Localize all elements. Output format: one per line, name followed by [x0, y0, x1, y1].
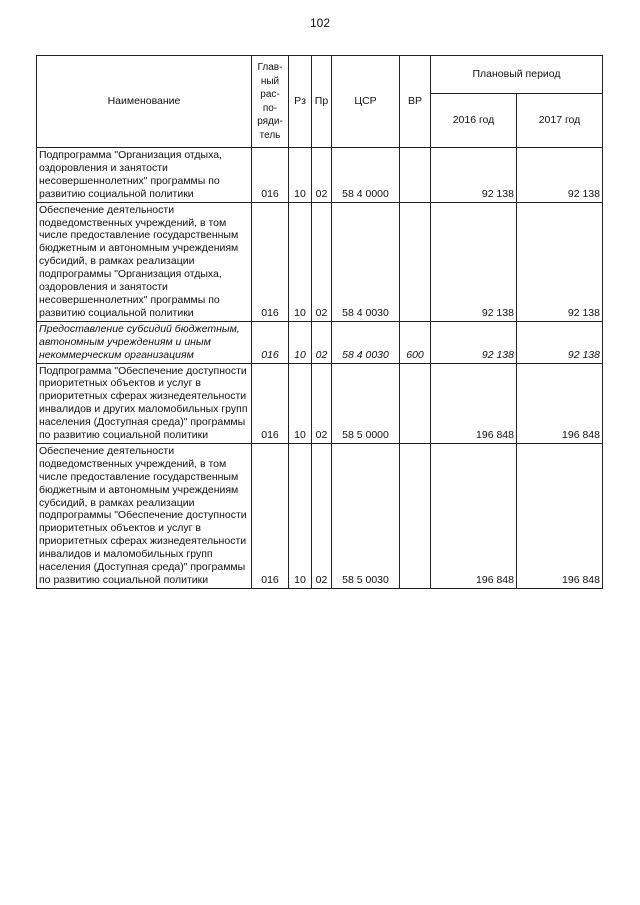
row-pr: 02 [312, 443, 332, 588]
budget-table [36, 55, 603, 589]
row-vr [400, 202, 431, 321]
row-admin: 016 [252, 321, 289, 363]
row-name: Обеспечение деятельности подведомственных учреждений, в том числе предоставление государственным бюджетным и автономным учреждениям субсидий, в рамках реализации подпрограммы "Обеспечение доступности приоритетных объектов и услуг в приоритетных сферах жизнедеятельности инвалидов и маломобильных групп населения (Доступная среда)" программы по развитию социальной политики [37, 443, 252, 588]
header-row [37, 56, 603, 94]
header-year-2016: 2016 год [431, 94, 517, 148]
row-vr: 600 [400, 321, 431, 363]
row-admin: 016 [252, 148, 289, 203]
row-amount-2016: 92 138 [431, 321, 517, 363]
row-rz: 10 [289, 443, 312, 588]
row-pr: 02 [312, 321, 332, 363]
header-admin-line: ряди- [257, 116, 283, 127]
row-amount-2016: 196 848 [431, 363, 517, 443]
row-vr [400, 363, 431, 443]
row-amount-2017: 92 138 [517, 202, 603, 321]
row-csr: 58 4 0000 [332, 148, 400, 203]
header-csr: ЦСР [332, 56, 400, 148]
row-pr: 02 [312, 363, 332, 443]
row-amount-2016: 92 138 [431, 202, 517, 321]
row-vr [400, 148, 431, 203]
page-number: 102 [309, 16, 331, 30]
row-admin: 016 [252, 363, 289, 443]
row-amount-2017: 92 138 [517, 321, 603, 363]
header-admin-line: рас- [260, 89, 280, 100]
row-amount-2017: 92 138 [517, 148, 603, 203]
row-rz: 10 [289, 202, 312, 321]
row-name: Обеспечение деятельности подведомственных учреждений, в том числе предоставление государственным бюджетным и автономным учреждениям субсидий, в рамках реализации подпрограммы "Организация отдыха, оздоровления и занятости несовершеннолетних" программы по развитию социальной политики [37, 202, 252, 321]
table-row [37, 321, 603, 363]
row-amount-2016: 92 138 [431, 148, 517, 203]
row-rz: 10 [289, 363, 312, 443]
row-vr [400, 443, 431, 588]
row-admin: 016 [252, 443, 289, 588]
row-admin: 016 [252, 202, 289, 321]
row-rz: 10 [289, 148, 312, 203]
row-name: Предоставление субсидий бюджетным, автономным учреждениям и иным некоммерческим организациям [37, 321, 252, 363]
table-row [37, 202, 603, 321]
table-row [37, 148, 603, 203]
row-pr: 02 [312, 148, 332, 203]
row-rz: 10 [289, 321, 312, 363]
row-csr: 58 4 0030 [332, 202, 400, 321]
header-admin-line: Глав- [257, 62, 283, 73]
row-csr: 58 4 0030 [332, 321, 400, 363]
row-pr: 02 [312, 202, 332, 321]
row-csr: 58 5 0000 [332, 363, 400, 443]
header-admin-line: тель [259, 129, 281, 141]
header-admin [252, 56, 289, 148]
header-admin-line: ный [260, 75, 280, 87]
row-name: Подпрограмма "Организация отдыха, оздоровления и занятости несовершеннолетних" программы по развитию социальной политики [37, 148, 252, 203]
header-vr: ВР [400, 56, 431, 148]
header-rz: Рз [289, 56, 312, 148]
header-admin-line: по- [262, 102, 278, 114]
header-pr: Пр [312, 56, 332, 148]
row-amount-2016: 196 848 [431, 443, 517, 588]
header-name: Наименование [37, 56, 252, 148]
table-row [37, 363, 603, 443]
row-name: Подпрограмма "Обеспечение доступности приоритетных объектов и услуг в приоритетных сферах жизнедеятельности инвалидов и других маломобильных групп населения (Доступная среда)" программы по развитию социальной политики [37, 363, 252, 443]
row-amount-2017: 196 848 [517, 363, 603, 443]
header-year-2017: 2017 год [517, 94, 603, 148]
table-row [37, 443, 603, 588]
header-planned-period: Плановый период [431, 56, 603, 94]
row-csr: 58 5 0030 [332, 443, 400, 588]
row-amount-2017: 196 848 [517, 443, 603, 588]
